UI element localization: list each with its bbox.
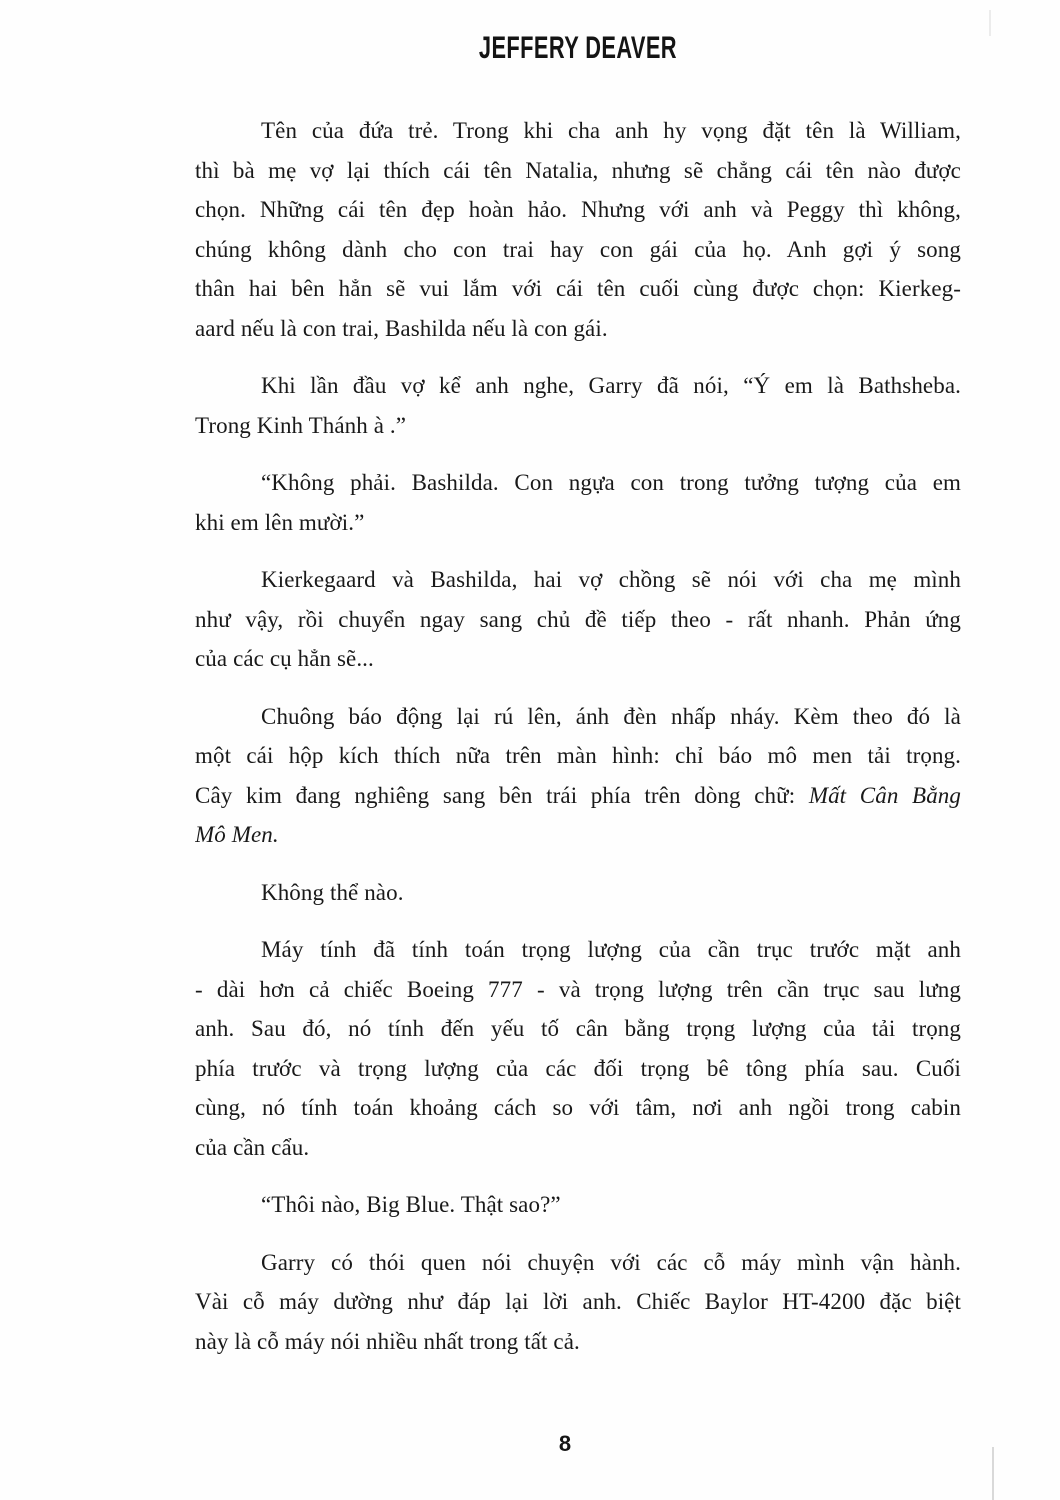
text-segment: của các cụ hẳn sẽ...: [195, 646, 374, 671]
text-line: [195, 639, 961, 679]
text-segment: anh. Sau đó, nó tính đến yếu tố cân bằng trọng lượng của tải trọng: [195, 1016, 961, 1041]
text-line: [195, 309, 961, 349]
paragraph: [195, 560, 961, 679]
running-header-title: JEFFERY DEAVER: [478, 30, 678, 65]
paragraph: [195, 111, 961, 348]
text-line: [195, 1128, 961, 1168]
text-line: [195, 600, 961, 640]
text-line: [195, 111, 961, 151]
text-line: [195, 1185, 961, 1225]
text-line: [195, 503, 961, 543]
paragraph: [195, 930, 961, 1167]
text-line: [195, 463, 961, 503]
text-line: [195, 269, 961, 309]
running-header: [195, 30, 961, 65]
text-segment: Không thể nào.: [261, 879, 404, 905]
scan-edge-artifact: [992, 1447, 994, 1500]
text-segment: Kierkegaard và Bashilda, hai vợ chồng sẽ nói với cha mẹ mình: [261, 567, 961, 592]
text-line: [195, 1088, 961, 1128]
text-segment: thì bà mẹ vợ lại thích cái tên Natalia, nhưng sẽ chẳng cái tên nào được: [195, 157, 961, 183]
paragraph: [195, 463, 961, 542]
text-segment: phía trước và trọng lượng của các đối trọng bê tông phía sau. Cuối: [195, 1055, 961, 1081]
text-segment: một cái hộp kích thích nữa trên màn hình: chỉ báo mô men tải trọng.: [195, 743, 961, 768]
text-segment: như vậy, rồi chuyển ngay sang chủ đề tiếp theo - rất nhanh. Phản ứng: [195, 606, 961, 632]
text-segment: Cây kim đang nghiêng sang bên trái phía trên dòng chữ:: [195, 782, 809, 808]
text-segment: Khi lần đầu vợ kể anh nghe, Garry đã nói, “Ý em là Bathsheba.: [261, 373, 961, 398]
text-line: [195, 776, 961, 816]
paragraph: [195, 697, 961, 855]
text-segment: chọn. Những cái tên đẹp hoàn hảo. Nhưng với anh và Peggy thì không,: [195, 197, 961, 222]
text-segment: Tên của đứa trẻ. Trong khi cha anh hy vọng đặt tên là William,: [261, 118, 961, 143]
paragraph: [195, 1243, 961, 1362]
page-body: [195, 111, 961, 1361]
text-segment: Garry có thói quen nói chuyện với các cỗ máy mình vận hành.: [261, 1249, 961, 1275]
text-segment: - dài hơn cả chiếc Boeing 777 - và trọng lượng trên cần trục sau lưng: [195, 976, 961, 1002]
text-segment: “Thôi nào, Big Blue. Thật sao?”: [261, 1192, 561, 1217]
text-segment: Trong Kinh Thánh à .”: [195, 412, 407, 438]
text-line: [195, 190, 961, 230]
paragraph: [195, 873, 961, 913]
text-segment: Chuông báo động lại rú lên, ánh đèn nhấp nháy. Kèm theo đó là: [261, 703, 961, 729]
italic-text-segment: Mô Men.: [195, 822, 279, 847]
text-line: [195, 560, 961, 600]
italic-text-segment: Mất Cân Bằng: [808, 782, 961, 808]
text-line: [195, 151, 961, 191]
text-line: [195, 230, 961, 270]
text-line: [195, 970, 961, 1010]
text-line: [195, 1243, 961, 1283]
paragraph: [195, 366, 961, 445]
scan-smudge-artifact: [989, 10, 991, 36]
text-line: [195, 1049, 961, 1089]
text-segment: “Không phải. Bashilda. Con ngựa con trong tưởng tượng của em: [261, 470, 961, 495]
text-line: [195, 1009, 961, 1049]
text-line: [195, 697, 961, 737]
text-line: [195, 930, 961, 970]
text-line: [195, 366, 961, 406]
text-line: [195, 873, 961, 913]
text-line: [195, 1282, 961, 1322]
text-segment: thân hai bên hẳn sẽ vui lắm với cái tên cuối cùng được chọn: Kierkeg-: [195, 276, 961, 301]
text-segment: Vài cỗ máy dường như đáp lại lời anh. Chiếc Baylor HT-4200 đặc biệt: [195, 1289, 961, 1314]
text-segment: chúng không dành cho con trai hay con gái của họ. Anh gợi ý song: [195, 236, 961, 262]
text-line: [195, 815, 961, 855]
text-line: [195, 406, 961, 446]
paragraph: [195, 1185, 961, 1225]
text-segment: aard nếu là con trai, Bashilda nếu là con gái.: [195, 315, 608, 341]
text-line: [195, 1322, 961, 1362]
text-segment: Máy tính đã tính toán trọng lượng của cần trục trước mặt anh: [261, 937, 961, 962]
text-segment: cùng, nó tính toán khoảng cách so với tâm, nơi anh ngồi trong cabin: [195, 1095, 961, 1120]
text-line: [195, 736, 961, 776]
text-segment: này là cỗ máy nói nhiều nhất trong tất cả.: [195, 1328, 580, 1354]
text-segment: khi em lên mười.”: [195, 509, 365, 535]
text-segment: của cần cẩu.: [195, 1134, 310, 1160]
page-number: 8: [558, 1431, 572, 1456]
